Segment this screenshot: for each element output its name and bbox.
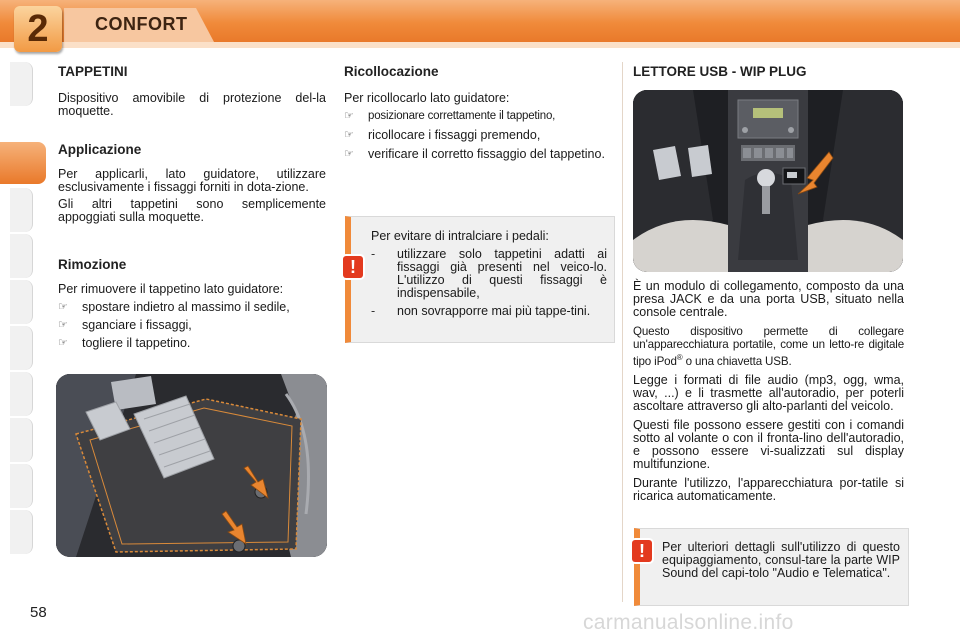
- usb-paragraph-4: Questi file possono essere gestiti con i comandi sotto al volante o con il fronta-lino dell'autoradio, e possono essere vi-sualizzati sul display multifunzione.: [633, 417, 904, 471]
- section-title-tappetini: TAPPETINI: [58, 64, 128, 79]
- side-tab-5[interactable]: [10, 280, 33, 324]
- section-title-usb: LETTORE USB - WIP PLUG: [633, 64, 807, 79]
- subsection-title-rimozione: Rimozione: [58, 257, 127, 272]
- pedal-warning-intro: Per evitare di intralciare i pedali:: [371, 229, 549, 243]
- usb-paragraph-5: Durante l'utilizzo, l'apparecchiatura por-tatile si ricarica automaticamente.: [633, 475, 904, 503]
- list-item: ☞ sganciare i fissaggi,: [58, 318, 192, 332]
- list-item: - utilizzare solo tappetini adatti ai fissaggi già presenti nel veico-lo. L'utilizzo di questi fissaggi è indispensabile,: [371, 247, 607, 300]
- usb-paragraph-2: Questo dispositivo permette di collegare un'apparecchiatura portatile, come un letto-re digitale tipo iPod® o una chiavetta USB.: [633, 325, 904, 368]
- middle-column: [344, 62, 616, 161]
- rimozione-steps: [58, 301, 326, 350]
- left-column: [58, 62, 326, 350]
- side-tab-2-active[interactable]: [0, 142, 46, 184]
- list-item: ☞ ricollocare i fissaggi premendo,: [344, 128, 541, 142]
- usb-paragraph-3: Legge i formati di file audio (mp3, ogg, wma, wav, ...) e li trasmette all'autoradio, per poterli ascoltare attraverso gli alto-parlanti del veicolo.: [633, 372, 904, 413]
- ricollocazione-steps: [344, 110, 616, 161]
- usb-description: [633, 280, 904, 503]
- side-tab-10[interactable]: [10, 510, 33, 554]
- chapter-title: CONFORT: [95, 14, 188, 34]
- side-tab-8[interactable]: [10, 418, 33, 462]
- pedal-warning-list: [371, 248, 607, 318]
- wip-sound-notice-box: [634, 528, 909, 606]
- usb-paragraph-1: È un modulo di collegamento, composto da una presa JACK e da una porta USB, situato nella console centrale.: [633, 279, 904, 319]
- usb-console-photo: [633, 90, 903, 272]
- floor-mat-photo: [56, 374, 327, 557]
- side-tab-1[interactable]: [10, 62, 33, 106]
- dash-bullet: -: [371, 304, 376, 318]
- list-item: ☞ togliere il tappetino.: [58, 336, 191, 350]
- list-item: ☞ posizionare correttamente il tappetino,: [344, 110, 556, 122]
- pedal-warning-box: [345, 216, 615, 343]
- center-console-illustration: [633, 90, 903, 272]
- subsection-title-applicazione: Applicazione: [58, 142, 142, 157]
- pointing-hand-icon: ☞: [58, 337, 68, 349]
- header-strip: [0, 42, 960, 48]
- section-title-ricollocazione: Ricollocazione: [344, 64, 439, 79]
- column-divider: [622, 62, 623, 602]
- right-column: [633, 62, 904, 79]
- warning-icon: !: [632, 540, 652, 562]
- floor-mat-illustration: [56, 374, 327, 557]
- tappetini-intro: Dispositivo amovibile di protezione del-la moquette.: [58, 91, 326, 118]
- wip-sound-notice-text: Per ulteriori dettagli sull'utilizzo di questo equipaggiamento, consul-tare la parte WIP Sound del capi-tolo "Audio e Telematica".: [662, 540, 900, 580]
- list-item: ☞ spostare indietro al massimo il sedile,: [58, 300, 290, 314]
- page-number: 58: [30, 604, 47, 621]
- side-tab-7[interactable]: [10, 372, 33, 416]
- rimozione-intro: Per rimuovere il tappetino lato guidatore:: [58, 282, 284, 296]
- list-item: - non sovrapporre mai più tappe-tini.: [371, 304, 591, 318]
- pointing-hand-icon: ☞: [344, 129, 354, 141]
- applicazione-paragraph-1: Per applicarli, lato guidatore, utilizzare esclusivamente i fissaggi forniti in dota-zione.: [58, 167, 326, 194]
- ricollocazione-intro: Per ricollocarlo lato guidatore:: [344, 91, 510, 105]
- side-tab-9[interactable]: [10, 464, 33, 508]
- watermark: carmanualsonline.info: [583, 611, 794, 634]
- chapter-side-tabs: [0, 62, 34, 582]
- side-tab-6[interactable]: [10, 326, 33, 370]
- side-tab-3[interactable]: [10, 188, 33, 232]
- side-tab-4[interactable]: [10, 234, 33, 278]
- applicazione-paragraph-2: Gli altri tappetini sono semplicemente appoggiati sulla moquette.: [58, 197, 326, 224]
- dash-bullet: -: [371, 247, 376, 261]
- pointing-hand-icon: ☞: [58, 301, 68, 313]
- warning-icon: !: [343, 256, 363, 278]
- chapter-number: 2: [27, 8, 49, 50]
- pointing-hand-icon: ☞: [344, 148, 354, 160]
- pointing-hand-icon: ☞: [344, 110, 354, 122]
- pointing-hand-icon: ☞: [58, 319, 68, 331]
- list-item: ☞ verificare il corretto fissaggio del tappetino.: [344, 147, 605, 161]
